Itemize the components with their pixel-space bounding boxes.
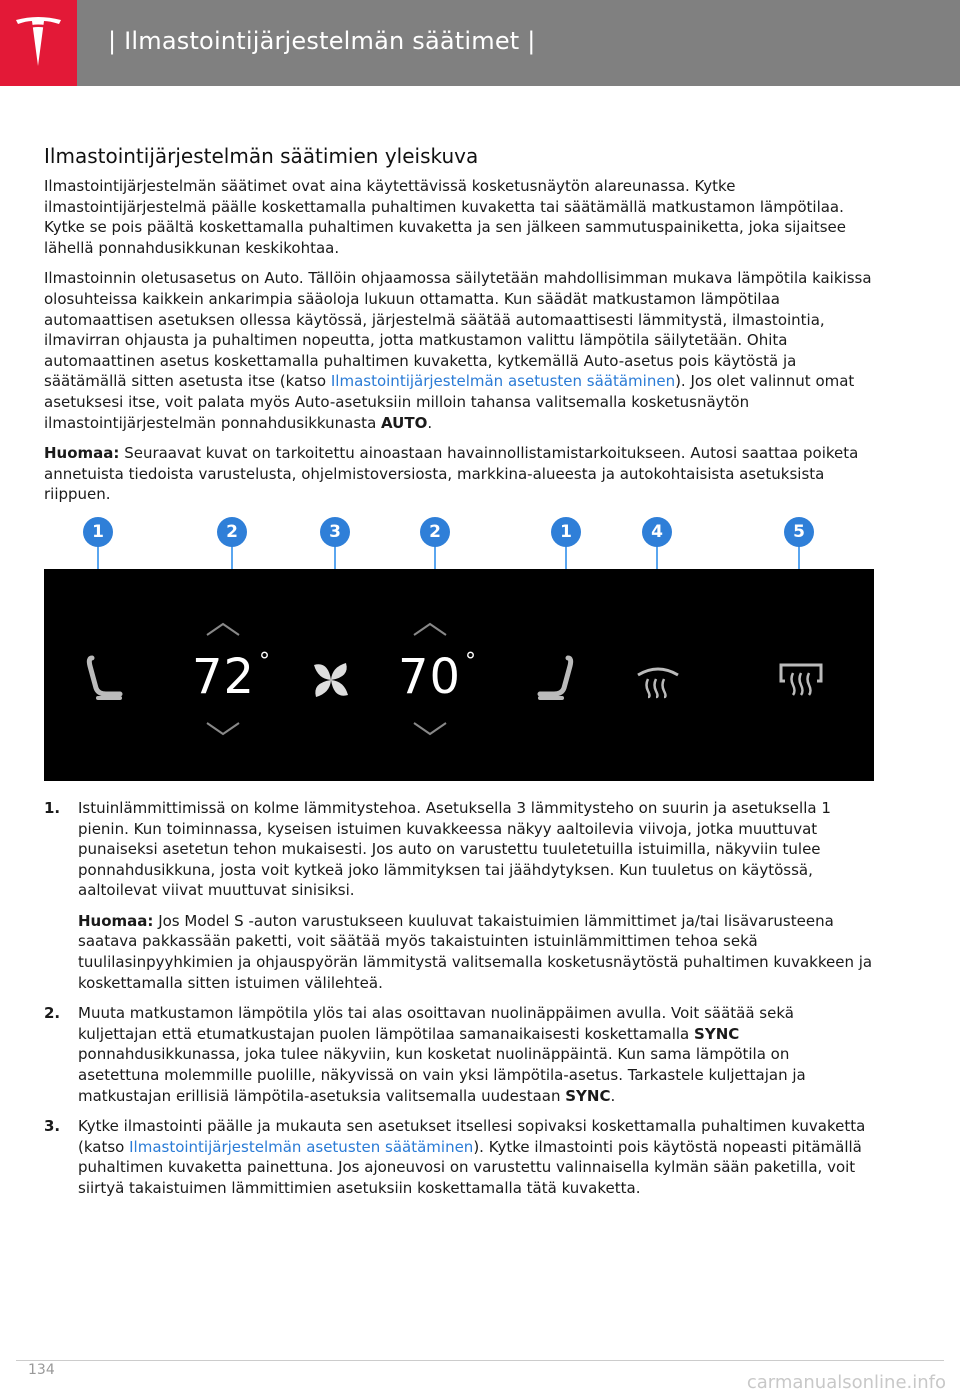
page-header [0, 0, 960, 86]
auto-text-b: ). Jos olet valinnut omat asetuksesi itse, voit palata myös Auto-asetuksiin milloin tahansa valitsemalla kosketusnäytön ilmastointijärjestelmän ponnahdusikkunasta [44, 372, 855, 432]
auto-text-a: Ilmastoinnin oletusasetus on Auto. Tällöin ohjaamossa säilytetään mahdollisimman mukava lämpötila kaikissa olosuhteissa kaikkein ankarimpia sääoloja lukuun ottamatta. Kun säädät matkustamon lämpötilaa automaattisen asetuksen ollessa käytössä, järjestelmä säätää automaattisesti lämmitystä, ilmastointia, ilmavirran ohjausta ja puhaltimen nopeutta, jotta matkustamon valittu lämpötila säilytetään. Ohita automaattinen asetus koskettamalla puhaltimen kuvaketta, kytkemällä Auto-asetus pois käytöstä ja säätämällä sitten asetusta itse (katso [44, 269, 872, 391]
list-item [44, 1003, 874, 1106]
seat-heater-icon-passenger[interactable] [536, 654, 576, 702]
item-text-a: Muuta matkustamon lämpötila ylös tai alas osoittavan nuolinäppäimen avulla. Voit säätää sekä kuljettajan että etumatkustajan puolen lämpötilaa samanaikaisesti koskettamalla [78, 1004, 794, 1043]
section-title: Ilmastointijärjestelmän säätimien yleiskuva [44, 144, 479, 168]
callout-4: 4 [642, 517, 672, 547]
callout-5: 5 [784, 517, 814, 547]
item-number: 2. [44, 1004, 61, 1023]
intro-paragraph: Ilmastointijärjestelmän säätimet ovat aina käytettävissä kosketusnäytön alareunassa. Kytke ilmastointijärjestelmä päälle koskettamalla puhaltimen kuvaketta tai säätämällä matkustamon lämpötilaa. Kytke se pois päältä koskettamalla puhaltimen kuvaketta ja sen jälkeen sammutuspainiketta, joka sijaitsee lähellä ponnahdusikkunan keskikohtaa. [44, 177, 846, 257]
touchscreen-climate-bar [44, 569, 874, 781]
callout-1: 1 [83, 517, 113, 547]
callout-2: 2 [420, 517, 450, 547]
tesla-logo-icon [14, 16, 63, 70]
list-item [44, 798, 874, 993]
item-text-c: . [610, 1086, 616, 1105]
temp-down-chevron-icon-passenger[interactable] [412, 721, 448, 737]
passenger-temperature: 70 [398, 648, 462, 705]
callout-2: 2 [217, 517, 247, 547]
footer-divider [16, 1360, 944, 1361]
temp-up-chevron-icon-driver[interactable] [205, 621, 241, 637]
item-number: 1. [44, 798, 61, 817]
note-paragraph [44, 443, 874, 505]
temp-down-chevron-icon-driver[interactable] [205, 721, 241, 737]
note-label: Huomaa: [44, 444, 120, 463]
item-text-a: Kytke ilmastointi päälle ja mukauta sen asetukset itsellesi sopivaksi koskettamalla puhaltimen kuvaketta (katso [78, 1117, 866, 1156]
climate-settings-link[interactable]: Ilmastointijärjestelmän asetusten säätäminen [129, 1137, 474, 1156]
sync-label: SYNC [694, 1024, 740, 1043]
page-number: 134 [28, 1362, 55, 1378]
note-label: Huomaa: [78, 911, 154, 930]
list-item [44, 1116, 874, 1198]
seat-heater-icon-driver[interactable] [84, 654, 124, 702]
climate-settings-link[interactable]: Ilmastointijärjestelmän asetusten säätäminen [330, 372, 676, 391]
main-content [44, 144, 874, 1209]
item-number: 3. [44, 1117, 61, 1136]
item-note [78, 911, 874, 993]
climate-controls-figure [44, 517, 874, 782]
auto-paragraph [44, 268, 874, 433]
auto-text-c: . [427, 413, 433, 432]
item-text-b: ). Kytke ilmastointi pois käytöstä nopeasti pitämällä puhaltimen kuvaketta painettuna. Jos ajoneuvosi on varustettu valinnaisella kylmän sään paketilla, voit siirtyä takaistuimen lämmittimien asetuksiin koskettamalla tätä kuvaketta. [78, 1137, 862, 1197]
watermark: carmanualsonline.info [746, 1372, 946, 1393]
item-text-b: ponnahdusikkunassa, joka tulee näkyviin, kun kosketat nuolinäppäintä. Kun sama lämpötila on asetettuna molemmille puolille, näkyvissä on vain yksi lämpötila-asetus. Tarkastele kuljettajan ja matkustajan erillisiä lämpötila-asetuksia valitsemalla uudestaan [78, 1045, 806, 1105]
chapter-title: | Ilmastointijärjestelmän säätimet | [108, 27, 536, 55]
fan-icon[interactable] [308, 657, 354, 703]
tesla-logo [0, 0, 77, 86]
note-text: Seuraavat kuvat on tarkoitettu ainoastaan havainnollistamistarkoitukseen. Autosi saattaa poiketa annetuista tiedoista varustelusta, ohjelmistoversiosta, markkina-alueesta ja autokohtaisista asetuksista riippuen. [44, 444, 859, 504]
callout-1: 1 [551, 517, 581, 547]
note-text: Jos Model S -auton varustukseen kuuluvat takaistuimien lämmittimet ja/tai lisävarusteena saatava pakkassään paketti, voit säätää myös takaistuinten istuinlämmittimen tehoa sekä tuulilasinpyyhkimien ja ohjauspyörän lämmitystä valitsemalla kosketusnäytöstä puhaltimen kuvakkeen ja koskettamalla sitten istuimen välilehteä. [78, 911, 873, 992]
callout-3: 3 [320, 517, 350, 547]
rear-defrost-icon[interactable] [777, 661, 825, 699]
controls-list [44, 798, 874, 1199]
item-text: Istuinlämmittimissä on kolme lämmitystehoa. Asetuksella 3 lämmitysteho on suurin ja asetuksella 1 pienin. Kun toiminnassa, kyseisen istuimen kuvakkeessa näkyy aaltoilevia viivoja, jotka muuttuvat punaiseksi asetetun tehon mukaisesti. Jos auto on varustettu tuuletetuilla istuimilla, näkyviin tulee ponnahdusikkuna, josta voit kytkeä joko lämmityksen tai jäähdytyksen. Kun tuuletus on käytössä, aaltoilevat viivat muuttuvat sinisiksi. [78, 798, 831, 900]
passenger-temp-degree: ° [465, 648, 476, 674]
temp-up-chevron-icon-passenger[interactable] [412, 621, 448, 637]
driver-temperature: 72 [192, 648, 256, 705]
sync-label: SYNC [565, 1086, 611, 1105]
front-defrost-icon[interactable] [634, 661, 682, 699]
driver-temp-degree: ° [259, 648, 270, 674]
auto-label: AUTO [381, 413, 428, 432]
